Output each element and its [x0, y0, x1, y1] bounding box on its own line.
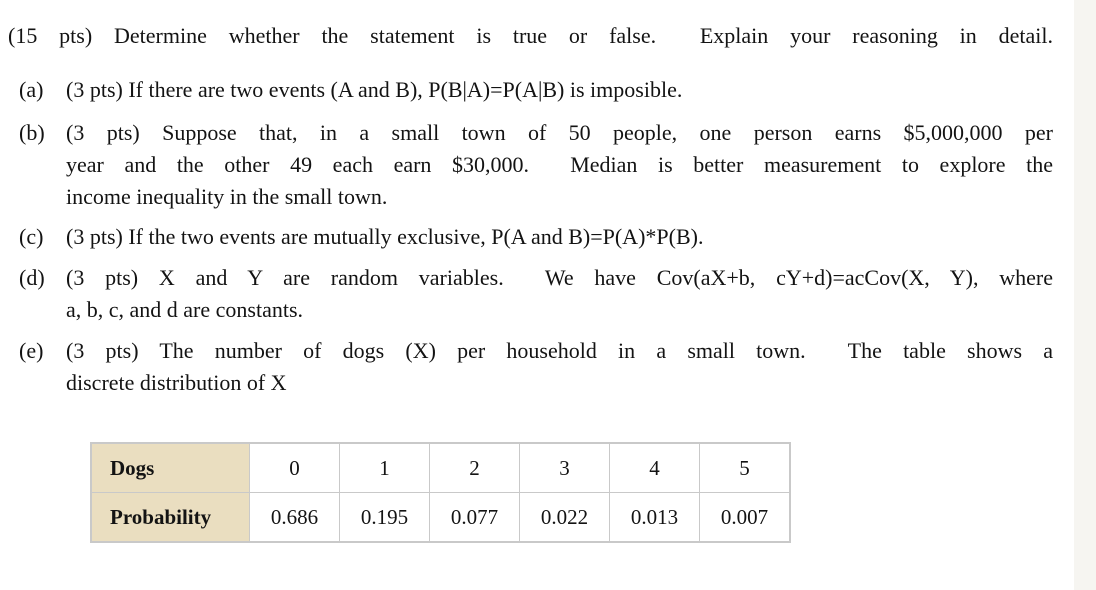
- probability-value-cell: 0.013: [610, 493, 700, 543]
- item-b-label: (b): [19, 120, 45, 145]
- item-e: [0, 335, 1096, 399]
- text-line: discrete distribution of X: [66, 370, 287, 395]
- probability-value-cell: 0.007: [700, 493, 791, 543]
- item-b: [0, 117, 1096, 213]
- item-d-body: [66, 262, 1053, 326]
- row-header-probability: Probability: [91, 493, 250, 543]
- table-row-dogs: [91, 443, 790, 493]
- distribution-table: [90, 442, 791, 543]
- probability-value-cell: 0.195: [340, 493, 430, 543]
- item-d: [0, 262, 1096, 326]
- text-line: (3 pts) Suppose that, in a small town of 50 people, one person earns $5,000,000 per: [66, 120, 1053, 145]
- dogs-value-cell: 2: [430, 443, 520, 493]
- item-c: [0, 221, 1096, 253]
- dogs-value-cell: 4: [610, 443, 700, 493]
- dogs-value-cell: 1: [340, 443, 430, 493]
- item-b-body: [66, 117, 1053, 213]
- text-line: (3 pts) X and Y are random variables. We have Cov(aX+b, cY+d)=acCov(X, Y), where: [66, 265, 1053, 290]
- table-row-probability: [91, 493, 790, 543]
- item-d-label: (d): [19, 265, 45, 290]
- probability-value-cell: 0.022: [520, 493, 610, 543]
- text-line: income inequality in the small town.: [66, 184, 388, 209]
- text-line: (3 pts) If there are two events (A and B), P(B|A)=P(A|B) is imposible.: [66, 77, 683, 102]
- text-line: (3 pts) The number of dogs (X) per household in a small town. The table shows a: [66, 338, 1053, 363]
- item-c-label: (c): [19, 224, 44, 249]
- item-e-body: [66, 335, 1053, 399]
- probability-value-cell: 0.077: [430, 493, 520, 543]
- item-a-label: (a): [19, 77, 44, 102]
- dogs-value-cell: 5: [700, 443, 791, 493]
- dogs-value-cell: 3: [520, 443, 610, 493]
- text-line: a, b, c, and d are constants.: [66, 297, 304, 322]
- row-header-dogs: Dogs: [91, 443, 250, 493]
- probability-value-cell: 0.686: [250, 493, 340, 543]
- dogs-value-cell: 0: [250, 443, 340, 493]
- item-a-body: [66, 74, 1053, 106]
- question-title: (15 pts) Determine whether the statement is true or false. Explain your reasoning in detail.: [8, 23, 1053, 48]
- text-line: year and the other 49 each earn $30,000. Median is better measurement to explore the: [66, 152, 1053, 177]
- item-e-label: (e): [19, 338, 44, 363]
- document-page: [0, 20, 1096, 543]
- item-c-body: [66, 221, 1053, 253]
- text-line: (3 pts) If the two events are mutually exclusive, P(A and B)=P(A)*P(B).: [66, 224, 704, 249]
- item-a: [0, 74, 1096, 106]
